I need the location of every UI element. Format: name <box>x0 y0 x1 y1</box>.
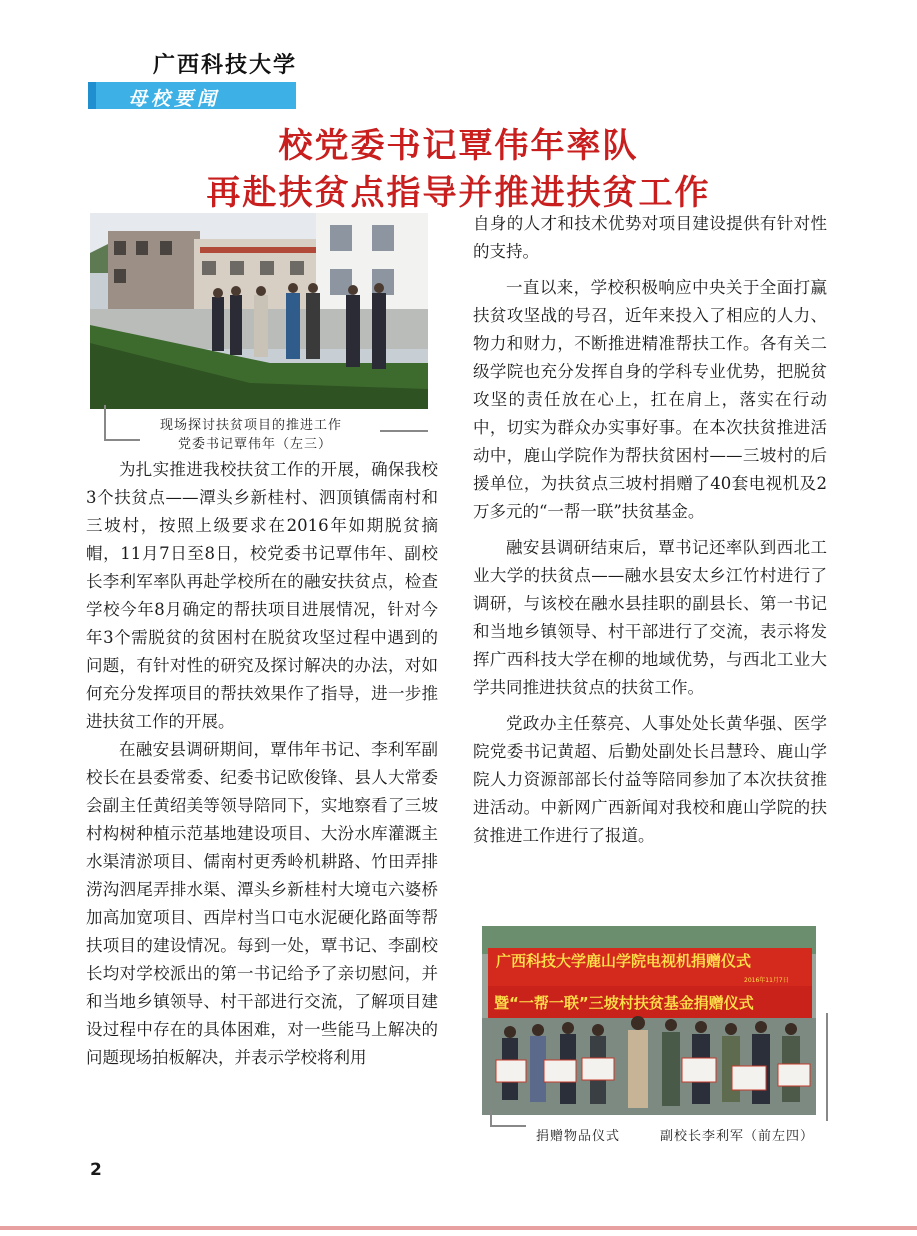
page-number: 2 <box>90 1160 102 1180</box>
section-label: 母校要闻 <box>128 88 221 110</box>
paragraph: 一直以来，学校积极响应中央关于全面打赢扶贫攻坚战的号召，近年来投入了相应的人力、物力和财力，不断推进精准帮扶工作。各有关二级学院也充分发挥自身的学科专业优势，把脱贫攻坚的责任放在心上，扛在肩上，落实在行动中，切实为群众办实事好事。在本次扶贫推进活动中，鹿山学院作为帮扶贫困村——三坡村的后援单位，为扶贫点三坡村捐赠了40套电视机及2万多元的“一帮一联”扶贫基金。 <box>473 278 827 521</box>
footer-rule <box>0 1226 917 1230</box>
paragraph: 在融安县调研期间，覃伟年书记、李利军副校长在县委常委、纪委书记欧俊锋、县人大常委会副主任黄绍美等领导陪同下，实地察看了三坡村构树种植示范基地建设项目、大汾水库灌溉主水渠清淤项目、儒南村更秀岭机耕路、竹田弄排涝沟泗尾弄排水渠、潭头乡新桂村大境屯六婆桥加高加宽项目、西岸村当口屯水泥硬化路面等帮扶项目的建设情况。每到一处，覃书记、李副校长均对学校派出的第一书记给予了亲切慰问，并和当地乡镇领导、村干部进行交流，了解项目建设过程中存在的具体困难，对一些能马上解决的问题现场拍板解决，并表示学校将利用 <box>86 740 438 1067</box>
right-column <box>473 210 827 850</box>
left-column <box>86 456 438 1072</box>
section-banner-accent <box>88 82 96 109</box>
university-name: 广西科技大学 <box>153 52 298 78</box>
photo1-caption-line1: 现场探讨扶贫项目的推进工作 <box>160 418 343 433</box>
caption-bracket <box>380 430 428 432</box>
paragraph: 党政办主任蔡亮、人事处处长黄华强、医学院党委书记黄超、后勤处副处长吕慧玲、鹿山学院人力资源部部长付益等陪同参加了本次扶贫推进活动。中新网广西新闻对我校和鹿山学院的扶贫推进工作进行了报道。 <box>473 714 827 845</box>
photo2-caption-right: 副校长李利军（前左四） <box>660 1129 815 1144</box>
banner-text-line1: 广西科技大学鹿山学院电视机捐赠仪式 <box>496 952 752 970</box>
banner-text-line2: 暨“一帮一联”三坡村扶贫基金捐赠仪式 <box>494 994 754 1012</box>
banner-date: 2016年11月7日 <box>744 977 789 984</box>
paragraph-continuation: 自身的人才和技术优势对项目建设提供有针对性的支持。 <box>473 214 827 261</box>
caption-bracket <box>104 405 106 441</box>
photo2-caption-left: 捐赠物品仪式 <box>536 1129 621 1144</box>
article-title-line1: 校党委书记覃伟年率队 <box>278 126 639 166</box>
caption-bracket <box>104 439 140 441</box>
donation-ceremony-photo <box>482 926 816 1115</box>
paragraph: 为扎实推进我校扶贫工作的开展，确保我校3个扶贫点——潭头乡新桂村、泗顶镇儒南村和三坡村，按照上级要求在2016年如期脱贫摘帽，11月7日至8日，校党委书记覃伟年、副校长李利军率队再赴学校所在的融安扶贫点，检查学校今年8月确定的帮扶项目进展情况，针对今年3个需脱贫的贫困村在脱贫攻坚过程中遇到的问题，有针对性的研究及探讨解决的办法，对如何充分发挥项目的帮扶效果作了指导，进一步推进扶贫工作的开展。 <box>86 460 438 731</box>
field-visit-photo <box>90 213 428 409</box>
caption-bracket <box>490 1125 526 1127</box>
article-title-line2: 再赴扶贫点指导并推进扶贫工作 <box>206 173 711 213</box>
caption-bracket <box>826 1013 828 1121</box>
paragraph: 融安县调研结束后，覃书记还率队到西北工业大学的扶贫点——融水县安太乡江竹村进行了调研，与该校在融水县挂职的副县长、第一书记和当地乡镇领导、村干部进行了交流，表示将发挥广西科技大学在柳的地域优势，与西北工业大学共同推进扶贫点的扶贫工作。 <box>473 538 827 697</box>
photo1-caption-line2: 党委书记覃伟年（左三） <box>178 437 333 452</box>
